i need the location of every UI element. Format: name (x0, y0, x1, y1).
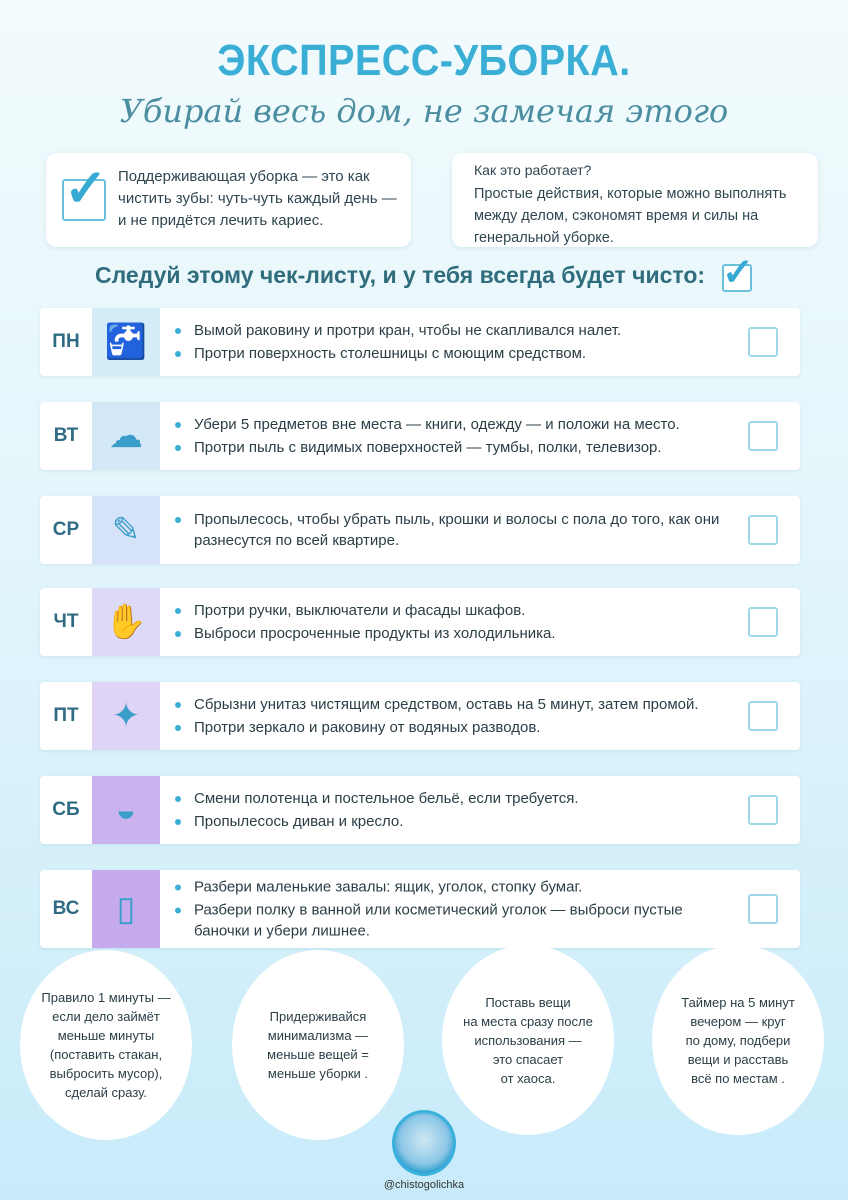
checkmark-icon: ✓ (64, 160, 108, 218)
day-row (40, 402, 800, 470)
cloth-hand-icon: ✋ (92, 588, 160, 656)
intro-card-right (452, 153, 818, 247)
task-list (172, 786, 730, 834)
page-title: ЭКСПРЕСС-УБОРКА. (217, 36, 631, 85)
day-checkbox[interactable] (748, 894, 778, 924)
day-row (40, 776, 800, 844)
task-item: Протри поверхность столешницы с моющим средством. (172, 343, 730, 364)
day-checkbox[interactable] (748, 701, 778, 731)
task-item: Пропылесось диван и кресло. (172, 811, 730, 832)
task-list (172, 507, 730, 553)
checkmark-icon: ✓ (722, 252, 754, 294)
task-item: Смени полотенца и постельное бельё, если требуется. (172, 788, 730, 809)
task-list (172, 412, 730, 460)
day-label: СБ (52, 799, 80, 820)
day-checkbox[interactable] (748, 515, 778, 545)
checklist-heading: Следуй этому чек-листу, и у тебя всегда будет чисто: (95, 262, 706, 288)
intro-text: Поддерживающая уборка — это как чистить зубы: чуть-чуть каждый день — и не придётся лечить кариес. (118, 168, 397, 229)
tip-circle: Придерживайся минимализма — меньше вещей = меньше уборки . (232, 950, 404, 1140)
task-item: Сбрызни унитаз чистящим средством, оставь на 5 минут, затем промой. (172, 694, 730, 715)
task-item: Вымой раковину и протри кран, чтобы не скапливался налет. (172, 320, 730, 341)
page-subtitle: Убирай весь дом, не замечая этого (119, 92, 729, 130)
day-label: ВС (52, 898, 80, 919)
day-row (40, 496, 800, 564)
day-label: ПН (52, 331, 80, 352)
task-item: Протри зеркало и раковину от водяных разводов. (172, 717, 730, 738)
task-item: Пропылесось, чтобы убрать пыль, крошки и волосы с пола до того, как они разнесутся по всей квартире. (172, 509, 730, 551)
intro-card-left (46, 153, 411, 247)
intro-description: Простые действия, которые можно выполнять между делом, сэкономят время и силы на генеральной уборке. (474, 186, 787, 246)
task-item: Разбери полку в ванной или косметический уголок — выброси пустые баночки и убери лишнее. (172, 900, 730, 942)
avatar (392, 1110, 456, 1176)
tip-circle: Правило 1 минуты — если дело займёт меньше минуты (поставить стакан, выбросить мусор), сделай сразу. (20, 950, 192, 1140)
day-checkbox[interactable] (748, 607, 778, 637)
soap-bottle-icon: ▯ (92, 870, 160, 948)
day-label: ПТ (53, 705, 79, 726)
sparkle-icon: ✦ (92, 682, 160, 750)
day-label: СР (52, 519, 80, 540)
task-list (172, 318, 730, 366)
day-row (40, 870, 800, 948)
day-row (40, 682, 800, 750)
author-handle: @chistogolichka (383, 1179, 465, 1191)
task-item: Протри пыль с видимых поверхностей — тумбы, полки, телевизор. (172, 437, 730, 458)
faucet-icon: 🚰 (92, 308, 160, 376)
task-item: Разбери маленькие завалы: ящик, уголок, стопку бумаг. (172, 877, 730, 898)
day-checkbox[interactable] (748, 795, 778, 825)
task-list (172, 598, 730, 646)
tip-circle: Таймер на 5 минут вечером — круг по дому, подбери вещи и расставь всё по местам . (652, 945, 824, 1135)
intro-heading: Как это работает? (474, 162, 592, 178)
duster-icon: ☁ (92, 402, 160, 470)
task-item: Выброси просроченные продукты из холодильника. (172, 623, 730, 644)
day-checkbox[interactable] (748, 327, 778, 357)
vacuum-icon: ✎ (92, 496, 160, 564)
tip-circle: Поставь вещи на места сразу после использования — это спасает от хаоса. (442, 945, 614, 1135)
day-checkbox[interactable] (748, 421, 778, 451)
task-item: Убери 5 предметов вне места — книги, одежду — и положи на место. (172, 414, 730, 435)
task-list (172, 875, 730, 944)
task-list (172, 692, 730, 740)
task-item: Протри ручки, выключатели и фасады шкафов. (172, 600, 730, 621)
day-row (40, 588, 800, 656)
laundry-basin-icon: ◒ (92, 776, 160, 844)
day-label: ЧТ (53, 611, 79, 632)
day-row (40, 308, 800, 376)
day-label: ВТ (53, 425, 79, 446)
